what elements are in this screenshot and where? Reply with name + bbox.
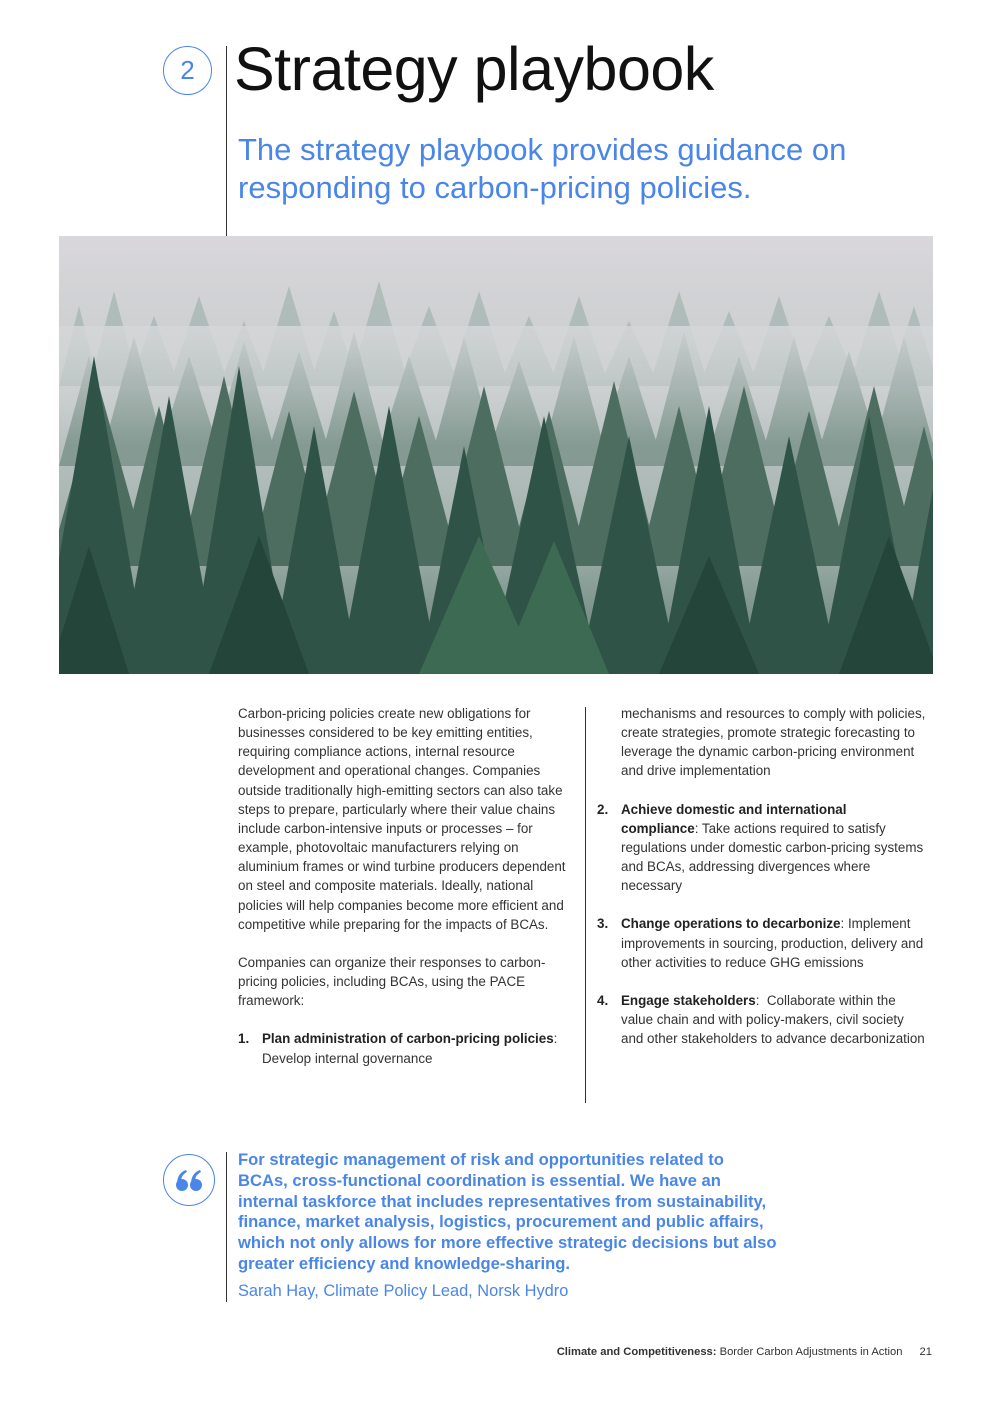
list-item-text: Take actions required to satisfy regulations under domestic carbon-pricing systems and BCAs, addressing divergences where necessary [621, 820, 924, 894]
title-divider [226, 46, 227, 236]
list-item-number: 4. [597, 992, 609, 1008]
list-item-title: Change operations to decarbonize [621, 916, 841, 932]
chapter-number: 2 [180, 55, 195, 85]
body-column-right [597, 704, 927, 1048]
pull-quote: For strategic management of risk and opportunities related to BCAs, cross-functional coordination is essential. We have an internal taskforce that includes representatives from sustainability, finance, market analysis, logistics, procurement and public affairs, which not only allows for more effective strategic decisions but also greater efficiency and knowledge-sharing. [238, 1150, 777, 1273]
list-item-text: Implement improvements in sourcing, production, delivery and other activities to reduce GHG emissions [621, 916, 924, 970]
list-item-number: 1. [238, 1031, 250, 1047]
column-divider [585, 707, 586, 1103]
quote-mark-icon [174, 1168, 204, 1192]
footer-report-title: Climate and Competitiveness: [556, 1346, 717, 1358]
list-item: 1. Plan administration of carbon-pricing policies: Develop internal governance [238, 1031, 558, 1066]
page-subtitle: The strategy playbook provides guidance on responding to carbon-pricing policies. [238, 132, 847, 205]
quote-mark-badge [163, 1154, 215, 1206]
quote-divider [226, 1152, 227, 1302]
list-item-title: Achieve domestic and international compliance [621, 801, 847, 836]
list-item-continuation: mechanisms and resources to comply with policies, create strategies, promote strategic forecasting to leverage the dynamic carbon-pricing environment and drive implementation [621, 706, 926, 779]
list-item-number: 2. [597, 801, 609, 817]
list-item-title: Engage stakeholders [621, 992, 756, 1008]
list-item-number: 3. [597, 916, 609, 932]
pace-list-part2 [597, 800, 927, 1049]
page-footer [557, 1346, 932, 1358]
quote-attribution: Sarah Hay, Climate Policy Lead, Norsk Hydro [238, 1282, 569, 1300]
footer-report-subtitle: Border Carbon Adjustments in Action [719, 1346, 903, 1358]
list-item-title: Plan administration of carbon-pricing policies [262, 1031, 554, 1047]
page-number: 21 [919, 1346, 932, 1358]
misty-forest-photo [59, 236, 933, 674]
body-column-left [238, 704, 574, 1068]
chapter-number-badge [163, 46, 212, 95]
pace-list-part1 [238, 1029, 574, 1067]
list-item: 2. Achieve domestic and international compliance: Take actions required to satisfy regulations under domestic carbon-pricing systems and BCAs, addressing divergences where necessary [597, 801, 924, 894]
intro-paragraph: Carbon-pricing policies create new obligations for businesses considered to be key emitting entities, requiring compliance actions, internal resource development and operational changes. Companies outside traditionally high-emitting sectors can also take steps to prepare, particularly where their value chains include carbon-intensive inputs or processes – for example, photovoltaic manufacturers relying on aluminium frames or wind turbine producers dependent on steel and composite materials. Ideally, national policies will help companies become more efficient and competitive while preparing for the impacts of BCAs. [238, 706, 566, 932]
framework-intro-paragraph: Companies can organize their responses to carbon-pricing policies, including BCAs, using the PACE framework: [238, 954, 546, 1009]
list-item-text: Develop internal governance [262, 1050, 433, 1066]
list-item: 3. Change operations to decarbonize: Implement improvements in sourcing, production, delivery and other activities to reduce GHG emissions [597, 916, 924, 970]
list-item-text: Collaborate within the value chain and with policy-makers, civil society and other stakeholders to advance decarbonization [621, 992, 925, 1047]
list-item: 4. Engage stakeholders: Collaborate within the value chain and with policy-makers, civil society and other stakeholders to advance decarbonization [597, 992, 925, 1047]
page-title: Strategy playbook [234, 35, 714, 103]
